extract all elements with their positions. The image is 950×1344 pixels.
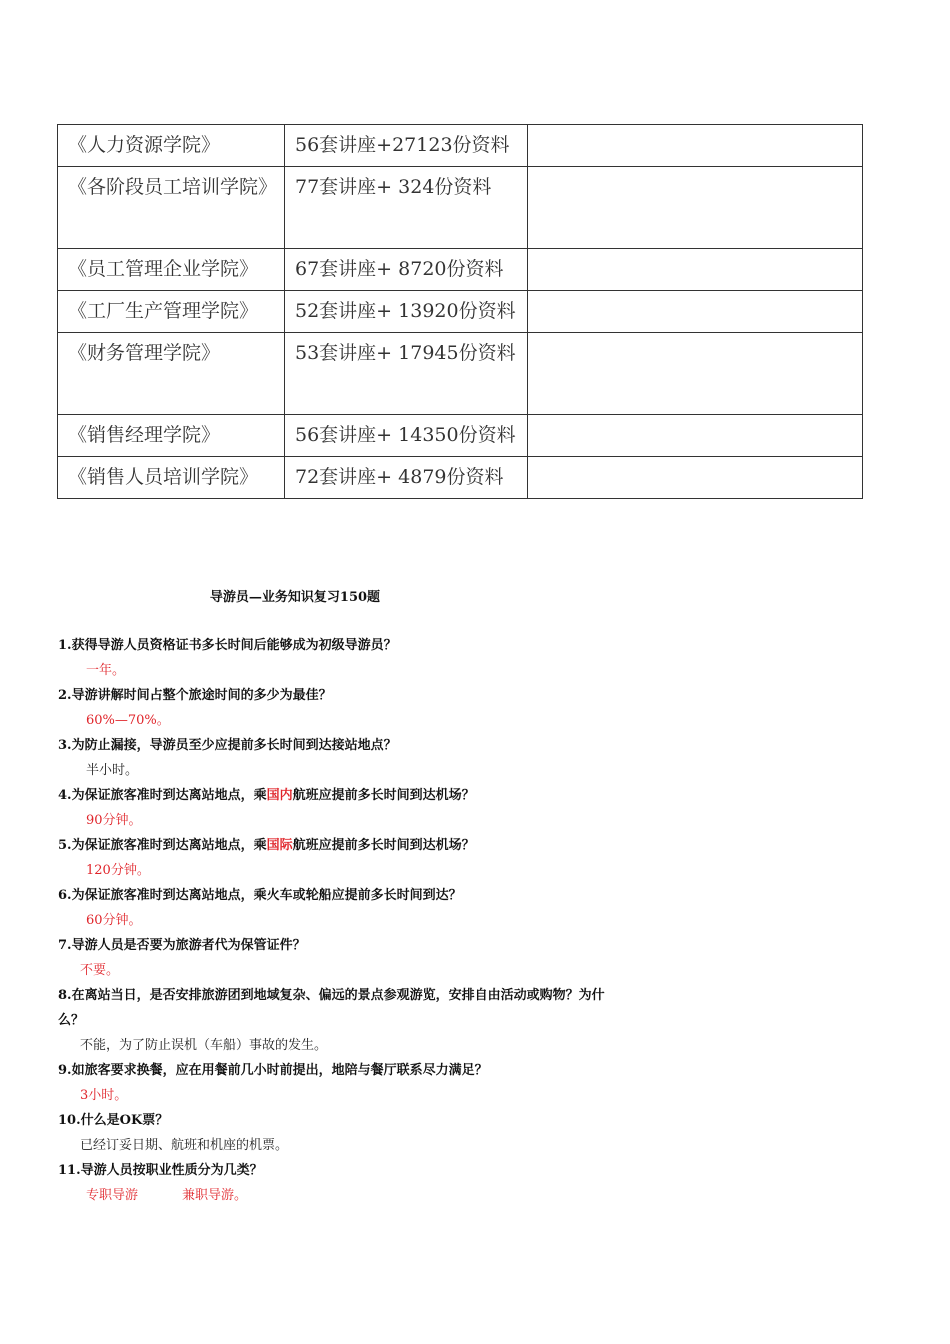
question: 1.获得导游人员资格证书多长时间后能够成为初级导游员？ [58,638,397,653]
course-detail: 53套讲座+ 17945份资料 [285,333,528,415]
qa-list [58,633,618,1208]
answer: 90分钟。 [86,813,142,828]
course-extra [528,415,863,457]
course-extra [528,249,863,291]
answer: 不能，为了防止误机（车船）事故的发生。 [80,1038,328,1053]
question: 2.导游讲解时间占整个旅途时间的多少为最佳？ [58,688,332,703]
question: 6.为保证旅客准时到达离站地点，乘火车或轮船应提前多长时间到达？ [58,888,462,903]
question [58,783,618,808]
answer: 60分钟。 [86,913,142,928]
course-name: 《各阶段员工培训学院》 [58,167,285,249]
answer: 已经订妥日期、航班和机座的机票。 [80,1138,289,1153]
question: 3.为防止漏接，导游员至少应提前多长时间到达接站地点？ [58,738,397,753]
section-title: 导游员—业务知识复习150题 [209,590,381,605]
course-extra [528,333,863,415]
course-detail: 56套讲座+27123份资料 [285,125,528,167]
question-highlight: 国际 [266,838,293,853]
course-name: 《人力资源学院》 [58,125,285,167]
question-text: 航班应提前多长时间到达机场？ [292,788,475,803]
answer: 不要。 [80,963,120,978]
answer: 3小时。 [80,1088,128,1103]
course-extra [528,457,863,499]
question [58,833,618,858]
course-extra [528,167,863,249]
question-text: 航班应提前多长时间到达机场？ [292,838,475,853]
table-row [58,167,863,249]
answer-part: 专职导游 [86,1188,139,1203]
question: 9.如旅客要求换餐，应在用餐前几小时前提出，地陪与餐厅联系尽力满足？ [58,1063,488,1078]
table-row [58,457,863,499]
table-row [58,291,863,333]
answer: 一年。 [86,663,126,678]
table-row [58,333,863,415]
question-highlight: 国内 [266,788,293,803]
course-detail: 77套讲座+ 324份资料 [285,167,528,249]
table-row [58,249,863,291]
course-detail: 56套讲座+ 14350份资料 [285,415,528,457]
question-text: 4.为保证旅客准时到达离站地点，乘 [58,788,267,803]
course-extra [528,291,863,333]
question: 10.什么是OK票？ [58,1113,169,1128]
answer-part: 兼职导游。 [182,1188,248,1203]
course-name: 《销售人员培训学院》 [58,457,285,499]
question: 7.导游人员是否要为旅游者代为保管证件？ [58,938,306,953]
course-detail: 67套讲座+ 8720份资料 [285,249,528,291]
answer: 60%—70%。 [86,713,170,728]
answer [58,1183,618,1208]
question: 11.导游人员按职业性质分为几类？ [58,1163,263,1178]
course-name: 《员工管理企业学院》 [58,249,285,291]
course-table [57,124,863,499]
table-row [58,415,863,457]
table-row [58,125,863,167]
question: 8.在离站当日，是否安排旅游团到地域复杂、偏远的景点参观游览，安排自由活动或购物？为什么？ [58,988,605,1028]
course-name: 《工厂生产管理学院》 [58,291,285,333]
course-detail: 52套讲座+ 13920份资料 [285,291,528,333]
answer: 120分钟。 [86,863,150,878]
course-name: 《财务管理学院》 [58,333,285,415]
question-text: 5.为保证旅客准时到达离站地点，乘 [58,838,267,853]
course-detail: 72套讲座+ 4879份资料 [285,457,528,499]
answer: 半小时。 [86,763,139,778]
course-name: 《销售经理学院》 [58,415,285,457]
course-extra [528,125,863,167]
